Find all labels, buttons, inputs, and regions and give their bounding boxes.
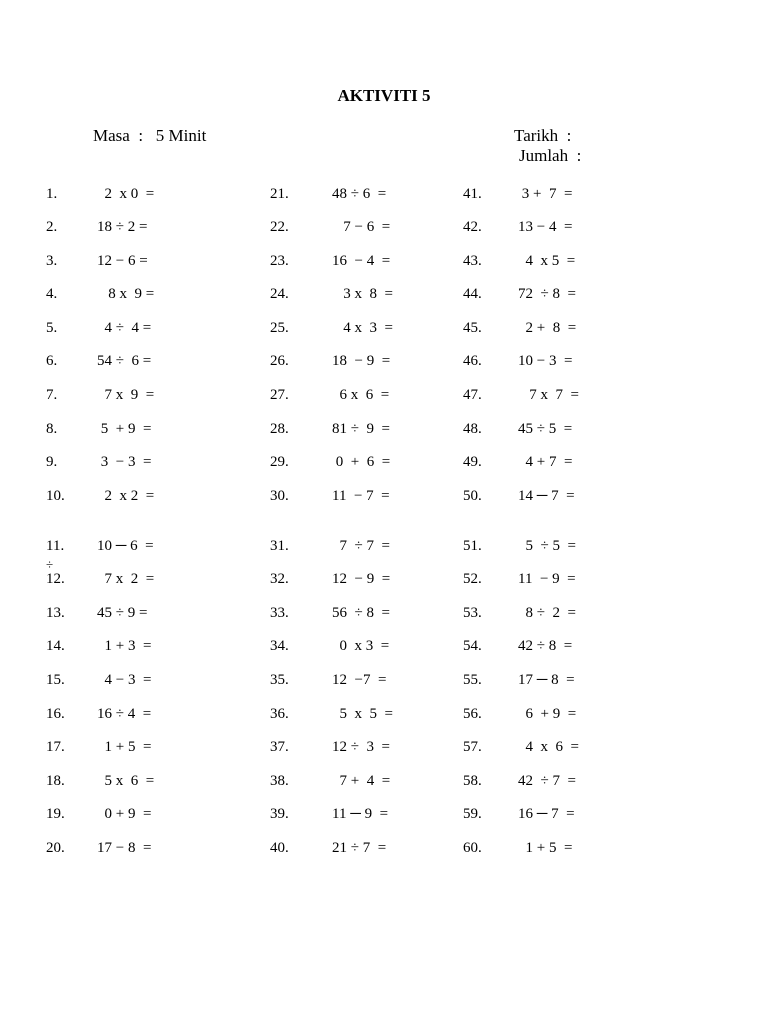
question-number: 18. xyxy=(46,773,65,789)
question-expression: 10 − 3 = xyxy=(518,353,573,369)
question-expression: 7 + 4 = xyxy=(332,773,391,789)
question-number: 32. xyxy=(270,571,289,587)
question-number: 51. xyxy=(463,538,482,554)
question-expression: 11 ─ 9 = xyxy=(332,806,389,822)
question-number: 55. xyxy=(463,672,482,688)
question-number: 48. xyxy=(463,421,482,437)
question-number: 28. xyxy=(270,421,289,437)
question-expression: 4 x 6 = xyxy=(518,739,579,755)
question-number: 35. xyxy=(270,672,289,688)
question-number: 42. xyxy=(463,219,482,235)
question-expression: 3 + 7 = xyxy=(518,186,573,202)
question-number: 11. xyxy=(46,538,65,554)
question-number: 4. xyxy=(46,286,58,302)
question-expression: 12 − 6 = xyxy=(97,253,148,269)
question-expression: 56 ÷ 8 = xyxy=(332,605,390,621)
question-number: 2. xyxy=(46,219,58,235)
question-expression: 45 ÷ 5 = xyxy=(518,421,573,437)
question-expression: 54 ÷ 6 = xyxy=(97,353,152,369)
question-expression: 13 − 4 = xyxy=(518,219,573,235)
question-number: 41. xyxy=(463,186,482,202)
question-number: 24. xyxy=(270,286,289,302)
question-expression: 16 ─ 7 = xyxy=(518,806,575,822)
question-expression: 7 ÷ 7 = xyxy=(332,538,390,554)
question-expression: 7 x 2 = xyxy=(97,571,155,587)
question-expression: 14 ─ 7 = xyxy=(518,488,575,504)
question-expression: 42 ÷ 8 = xyxy=(518,638,573,654)
worksheet-title: AKTIVITI 5 xyxy=(337,86,431,105)
question-expression: 7 x 7 = xyxy=(518,387,579,403)
question-number: 29. xyxy=(270,454,289,470)
question-expression: 3 − 3 = xyxy=(97,454,152,470)
question-number: 21. xyxy=(270,186,289,202)
question-number: 15. xyxy=(46,672,65,688)
question-number: 36. xyxy=(270,706,289,722)
question-number: 38. xyxy=(270,773,289,789)
question-number: 47. xyxy=(463,387,482,403)
masa-label: Masa : 5 Minit xyxy=(93,126,207,145)
question-number: 13. xyxy=(46,605,65,621)
question-number: 43. xyxy=(463,253,482,269)
question-number: 39. xyxy=(270,806,289,822)
question-expression: 81 ÷ 9 = xyxy=(332,421,390,437)
question-number: 6. xyxy=(46,353,58,369)
question-expression: 4 x 5 = xyxy=(518,253,576,269)
question-expression: 4 + 7 = xyxy=(518,454,573,470)
question-number: 7. xyxy=(46,387,58,403)
question-number: 44. xyxy=(463,286,482,302)
question-number: 16. xyxy=(46,706,65,722)
question-number: 5. xyxy=(46,320,58,336)
question-expression: 8 ÷ 2 = xyxy=(518,605,576,621)
question-expression: 42 ÷ 7 = xyxy=(518,773,576,789)
question-expression: 6 + 9 = xyxy=(518,706,577,722)
question-number: 57. xyxy=(463,739,482,755)
question-expression: 1 + 5 = xyxy=(518,840,573,856)
question-number: 60. xyxy=(463,840,482,856)
question-number: 33. xyxy=(270,605,289,621)
question-expression: 12 ÷ 3 = xyxy=(332,739,390,755)
question-number: 52. xyxy=(463,571,482,587)
question-number: 8. xyxy=(46,421,58,437)
question-expression: 18 − 9 = xyxy=(332,353,391,369)
question-number: 23. xyxy=(270,253,289,269)
question-number: 10. xyxy=(46,488,65,504)
question-number: 14. xyxy=(46,638,65,654)
tarikh-label: Tarikh : xyxy=(514,126,572,145)
question-expression: 0 x 3 = xyxy=(332,638,390,654)
question-expression: 45 ÷ 9 = xyxy=(97,605,148,621)
question-number: 59. xyxy=(463,806,482,822)
question-number: 30. xyxy=(270,488,289,504)
question-number: 37. xyxy=(270,739,289,755)
question-expression: 5 ÷ 5 = xyxy=(518,538,576,554)
jumlah-label: Jumlah : xyxy=(519,146,582,165)
question-expression: 7 x 9 = xyxy=(97,387,155,403)
question-expression: 18 ÷ 2 = xyxy=(97,219,148,235)
question-number: 40. xyxy=(270,840,289,856)
question-expression: 5 x 5 = xyxy=(332,706,393,722)
question-expression: 1 + 3 = xyxy=(97,638,152,654)
question-number: 17. xyxy=(46,739,65,755)
question-expression: 6 x 6 = xyxy=(332,387,390,403)
question-expression: 4 x 3 = xyxy=(332,320,393,336)
question-expression: 7 − 6 = xyxy=(332,219,391,235)
question-expression: 2 x 0 = xyxy=(97,186,155,202)
question-number: 1. xyxy=(46,186,58,202)
question-expression: 11 − 7 = xyxy=(332,488,390,504)
question-number: 45. xyxy=(463,320,482,336)
question-number: 25. xyxy=(270,320,289,336)
question-number: 49. xyxy=(463,454,482,470)
question-expression: 4 − 3 = xyxy=(97,672,152,688)
question-number: 22. xyxy=(270,219,289,235)
question-expression: 3 x 8 = xyxy=(332,286,393,302)
question-expression: 0 + 9 = xyxy=(97,806,152,822)
question-expression: 5 x 6 = xyxy=(97,773,155,789)
question-expression: 1 + 5 = xyxy=(97,739,152,755)
question-expression: 48 ÷ 6 = xyxy=(332,186,387,202)
question-expression: 4 ÷ 4 = xyxy=(97,320,152,336)
question-expression: 16 ÷ 4 = xyxy=(97,706,152,722)
question-number: 19. xyxy=(46,806,65,822)
question-number: 53. xyxy=(463,605,482,621)
question-number: 27. xyxy=(270,387,289,403)
question-expression: 12 −7 = xyxy=(332,672,387,688)
question-expression: 5 + 9 = xyxy=(97,421,152,437)
question-number: 3. xyxy=(46,253,58,269)
question-number: 31. xyxy=(270,538,289,554)
question-expression: 2 x 2 = xyxy=(97,488,155,504)
question-number: 56. xyxy=(463,706,482,722)
question-expression: 21 ÷ 7 = xyxy=(332,840,387,856)
question-expression: 2 + 8 = xyxy=(518,320,577,336)
stray-division-mark: ÷ xyxy=(46,557,54,572)
question-number: 9. xyxy=(46,454,58,470)
question-expression: 17 − 8 = xyxy=(97,840,152,856)
question-number: 54. xyxy=(463,638,482,654)
question-expression: 11 − 9 = xyxy=(518,571,576,587)
question-number: 34. xyxy=(270,638,289,654)
question-number: 50. xyxy=(463,488,482,504)
question-number: 58. xyxy=(463,773,482,789)
question-expression: 16 − 4 = xyxy=(332,253,391,269)
question-expression: 10 ─ 6 = xyxy=(97,538,154,554)
question-expression: 0 + 6 = xyxy=(332,454,391,470)
question-expression: 8 x 9 = xyxy=(97,286,155,302)
question-expression: 17 ─ 8 = xyxy=(518,672,575,688)
question-expression: 12 − 9 = xyxy=(332,571,391,587)
question-number: 26. xyxy=(270,353,289,369)
question-expression: 72 ÷ 8 = xyxy=(518,286,576,302)
question-number: 20. xyxy=(46,840,65,856)
question-number: 46. xyxy=(463,353,482,369)
question-number: 12. xyxy=(46,571,65,587)
